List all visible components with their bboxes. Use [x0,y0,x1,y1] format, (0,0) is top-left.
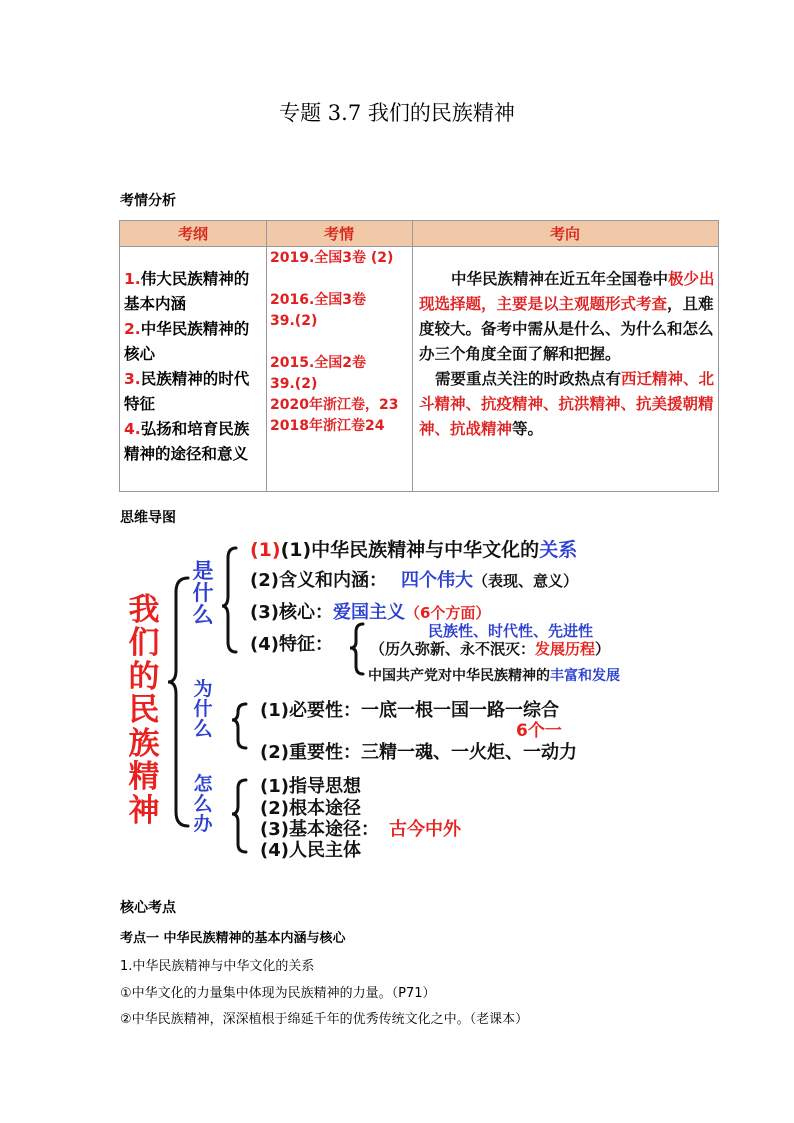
why-item-1: (1)必要性：一底一根一国一路一综合 [260,700,559,721]
core-line-3: ②中华民族精神，深深植根于绵延千年的优秀传统文化之中。（老课本） [120,1012,529,1027]
what-item-4: (4)特征： [250,634,333,655]
section-analysis: 考情分析 [120,193,176,209]
section-mindmap: 思维导图 [120,510,176,526]
how-item-4: (4)人民主体 [260,840,361,861]
what-item-3: (3)核心：爱国主义（6个方面） [250,602,491,623]
page-title: 专题 3.7 我们的民族精神 [279,101,515,125]
why-item-2: (2)重要性：三精一魂、一火炬、一动力 [260,742,577,763]
root-topic: 我们的民族精神 [128,592,160,829]
what-item-2: (2)含义和内涵： 四个伟大（表现、意义） [250,570,578,591]
feature-3: 中国共产党对中华民族精神的丰富和发展 [368,668,620,684]
core-point-1: 考点一 中华民族精神的基本内涵与核心 [120,931,346,946]
syllabus-cell: 1.伟大民族精神的基本内涵 2.中华民族精神的核心 3.民族精神的时代特征 4.弘扬和培育民族精神的途径和意义 [124,270,250,463]
core-line-1: 1.中华民族精神与中华文化的关系 [120,959,315,974]
branch-what: 是什么 [192,559,214,628]
feature-1: 民族性、时代性、先进性 [428,622,594,640]
direction-cell: 中华民族精神在近五年全国卷中极少出现选择题，主要是以主观题形式考查，且难度较大。备考中需从是什么、为什么和怎么办三个角度全面了解和把握。 需要重点关注的时政热点有西迁精神、北斗精神、抗疫精神、抗洪精神、抗美援朝精神、抗战精神等。 [419,270,715,438]
why-six-ones: 6个一 [516,721,562,741]
how-item-1: (1)指导思想 [260,776,361,797]
branch-how: 怎么办 [193,773,213,835]
branch-why: 为什么 [193,678,213,740]
how-item-2: (2)根本途径 [260,798,361,819]
header-direction: 考向 [412,221,718,247]
what-item-1: (1)(1)中华民族精神与中华文化的关系 [250,539,578,561]
mind-map [118,530,768,860]
header-exams: 考情 [266,221,412,247]
feature-2: （历久弥新、永不泯灭：发展历程） [370,640,611,658]
exam-analysis-table [119,220,719,492]
exams-cell: 2019.全国3卷 (2) 2016.全国3卷 39.(2) 2015.全国2卷 39.(2) 2020年浙江卷，23 2018年浙江卷24 [270,250,399,434]
section-core: 核心考点 [120,900,176,916]
how-item-3: (3)基本途径： 古今中外 [260,819,461,840]
header-syllabus: 考纲 [120,221,266,247]
core-line-2: ①中华文化的力量集中体现为民族精神的力量。（P71） [120,986,436,1001]
